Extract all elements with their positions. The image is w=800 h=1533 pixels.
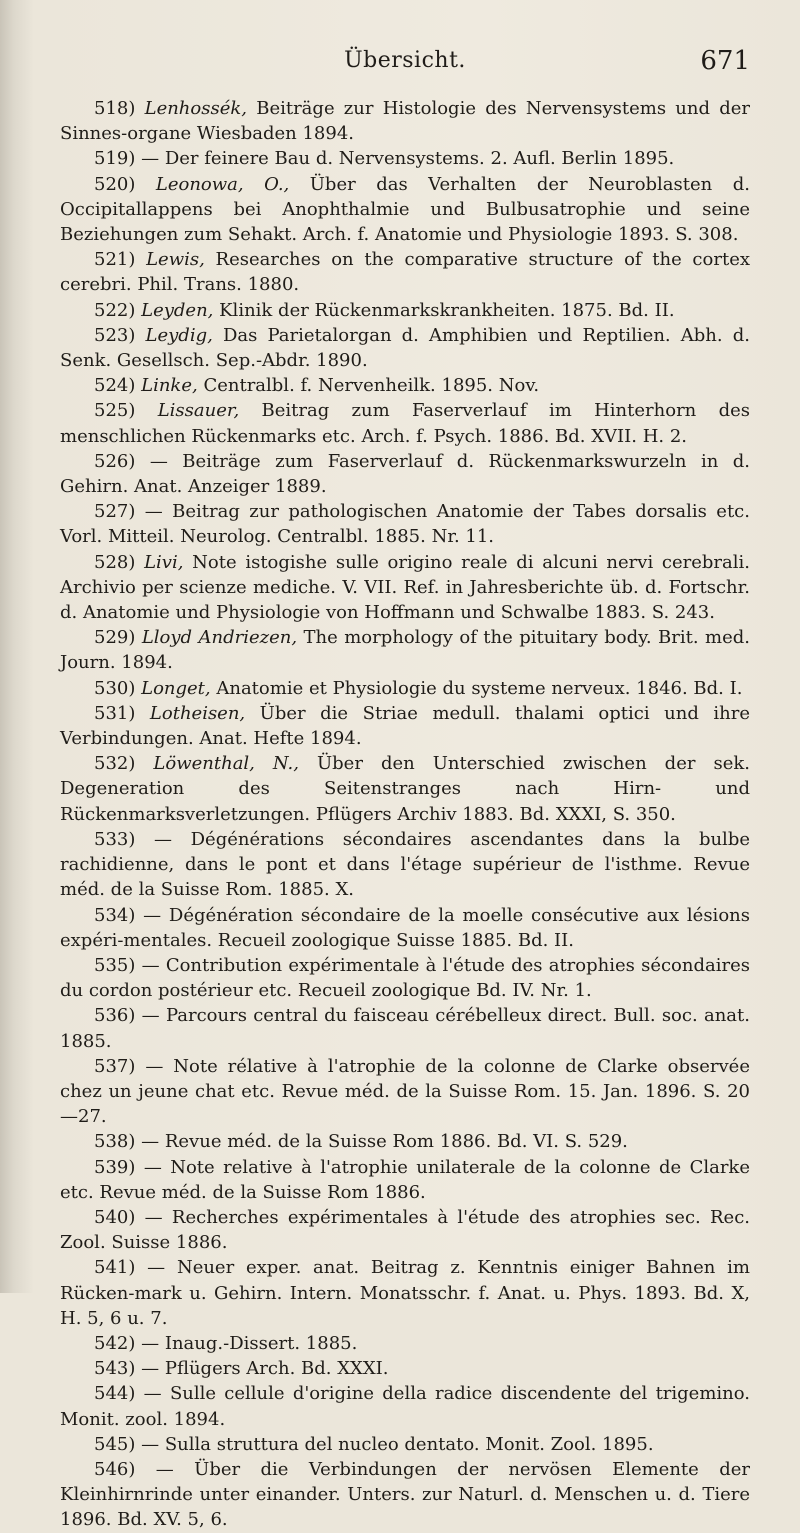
bibliography-entry (60, 827, 750, 903)
entry-number: 544) (94, 1383, 136, 1405)
entry-text: Über das Verhalten der Neuroblasten d. Occipitallappens bei Anophthalmie und Bulbusatrophie und seine Beziehungen zum Sehakt. Arch. f. Anatomie und Physiologie 1893. S. 308. (60, 173, 750, 246)
entry-author: Löwenthal, N., (153, 753, 299, 775)
bibliography-entry (60, 1129, 750, 1154)
entry-text: Über die Striae medull. thalami optici und ihre Verbindungen. Anat. Hefte 1894. (60, 702, 750, 750)
entry-number: 545) (94, 1433, 136, 1455)
bibliography-entry (60, 1205, 750, 1255)
entry-number: 532) (94, 753, 136, 775)
entry-number: 525) (94, 400, 136, 422)
bibliography-entry (60, 449, 750, 499)
bibliography-entry (60, 1381, 750, 1431)
bibliography-entry (60, 676, 750, 701)
entry-number: 523) (94, 324, 136, 346)
entry-number: 541) (94, 1257, 136, 1279)
entry-text: — Note rélative à l'atrophie de la colonne de Clarke observée chez un jeune chat etc. Revue méd. de la Suisse Rom. 15. Jan. 1896. S. 20—27. (60, 1055, 750, 1128)
bibliography-entry (60, 1457, 750, 1533)
bibliography-entry (60, 751, 750, 827)
entry-author: Lotheisen, (149, 702, 246, 724)
entry-number: 521) (94, 249, 136, 271)
entry-number: 524) (94, 375, 136, 397)
entry-number: 529) (94, 627, 136, 649)
entry-text: — Pflügers Arch. Bd. XXXI. (141, 1358, 389, 1380)
entry-number: 526) (94, 450, 136, 472)
entry-author: Lloyd Andriezen, (141, 627, 298, 649)
entry-number: 519) (94, 148, 136, 170)
entry-author: Leonowa, O., (155, 173, 290, 195)
entry-number: 537) (94, 1055, 136, 1077)
entry-author: Livi, (144, 551, 184, 573)
entry-number: 530) (94, 677, 136, 699)
entry-text: Klinik der Rückenmarkskrankheiten. 1875. Bd. II. (213, 299, 675, 321)
entry-number: 531) (94, 702, 136, 724)
entry-author: Leydig, (145, 324, 213, 346)
entry-text: — Parcours central du faisceau cérébelleux direct. Bull. soc. anat. 1885. (60, 1005, 750, 1052)
bibliography-entry (60, 1331, 750, 1356)
entry-text: Anatomie et Physiologie du systeme nerveux. 1846. Bd. I. (210, 677, 743, 699)
entry-text: — Der feinere Bau d. Nervensystems. 2. Aufl. Berlin 1895. (141, 148, 675, 170)
entry-text: — Dégénérations sécondaires ascendantes dans la bulbe rachidienne, dans le pont et dans l'étage supérieur de l'isthme. Revue méd. de la Suisse Rom. 1885. X. (60, 828, 750, 901)
entry-number: 535) (94, 954, 136, 976)
entry-author: Lissauer, (157, 400, 240, 422)
bibliography-entry (60, 172, 750, 248)
bibliography-entry (60, 625, 750, 675)
bibliography-entry (60, 701, 750, 751)
entry-number: 518) (94, 98, 136, 119)
entry-text: — Note relative à l'atrophie unilaterale de la colonne de Clarke etc. Revue méd. de la Suisse Rom 1886. (60, 1156, 750, 1203)
bibliography-entry (60, 96, 750, 146)
entry-number: 543) (94, 1358, 136, 1380)
entry-text: — Über die Verbindungen der nervösen Elemente der Kleinhirnrinde unter einander. Unters. zur Naturl. d. Menschen u. d. Tiere 1896. Bd. XV. 5, 6. (60, 1458, 750, 1531)
entry-author: Lewis, (146, 249, 205, 271)
bibliography-entry (60, 903, 750, 953)
entry-number: 534) (94, 904, 136, 926)
entry-text: — Inaug.-Dissert. 1885. (141, 1332, 358, 1354)
entry-number: 546) (94, 1458, 136, 1480)
entry-number: 533) (94, 828, 136, 850)
entry-author: Longet, (141, 677, 211, 699)
entry-number: 536) (94, 1005, 136, 1027)
entry-number: 539) (94, 1156, 136, 1178)
entry-text: The morphology of the pituitary body. Brit. med. Journ. 1894. (60, 627, 750, 674)
bibliography-entry (60, 373, 750, 398)
bibliography-entry (60, 1003, 750, 1053)
entry-number: 527) (94, 501, 136, 523)
page-header (60, 46, 750, 86)
entry-number: 538) (94, 1131, 136, 1153)
bibliography-entry (60, 1356, 750, 1381)
bibliography-entry (60, 1255, 750, 1331)
entry-author: Leyden, (141, 299, 214, 321)
entry-text: Researches on the comparative structure of the cortex cerebri. Phil. Trans. 1880. (60, 249, 750, 296)
bibliography-entry (60, 953, 750, 1003)
entry-author: Lenhossék, (144, 98, 247, 119)
entry-text: — Beitrag zur pathologischen Anatomie der Tabes dorsalis etc. Vorl. Mitteil. Neurolog. Centralbl. 1885. Nr. 11. (60, 501, 750, 548)
entry-text: — Dégénération sécondaire de la moelle consécutive aux lésions expéri-mentales. Recueil zoologique Suisse 1885. Bd. II. (60, 904, 750, 951)
entry-text: — Neuer exper. anat. Beitrag z. Kenntnis einiger Bahnen im Rücken-mark u. Gehirn. Intern. Monatsschr. f. Anat. u. Phys. 1893. Bd. X, H. 5, 6 u. 7. (60, 1257, 750, 1329)
bibliography-entry (60, 247, 750, 297)
bibliography-entry (60, 1432, 750, 1457)
bibliography-entry (60, 323, 750, 373)
entry-number: 542) (94, 1332, 136, 1354)
entry-text: Über den Unterschied zwischen der sek. Degeneration des Seitenstranges nach Hirn- und Rückenmarksverletzungen. Pflügers Archiv 1883. Bd. XXXI, S. 350. (60, 753, 750, 825)
entry-text: Das Parietalorgan d. Amphibien und Reptilien. Abh. d. Senk. Gesellsch. Sep.-Abdr. 1890. (60, 324, 750, 372)
bibliography-entry (60, 398, 750, 448)
entry-text: Beiträge zur Histologie des Nervensystems und der Sinnes-organe Wiesbaden 1894. (60, 98, 750, 145)
entry-text: Centralbl. f. Nervenheilk. 1895. Nov. (197, 375, 540, 397)
entry-text: Note istogishe sulle origino reale di alcuni nervi cerebrali. Archivio per scienze mediche. V. VII. Ref. in Jahresberichte üb. d. Fortschr. d. Anatomie und Physiologie von Hoffmann und Schwalbe 1883. S. 243. (60, 551, 750, 624)
bibliography-entry (60, 1155, 750, 1205)
entry-text: — Sulla struttura del nucleo dentato. Monit. Zool. 1895. (141, 1433, 654, 1455)
entry-text: — Contribution expérimentale à l'étude des atrophies sécondaires du cordon postérieur etc. Recueil zoologique Bd. IV. Nr. 1. (60, 954, 750, 1002)
bibliography-entry (60, 298, 750, 323)
entry-text: — Recherches expérimentales à l'étude des atrophies sec. Rec. Zool. Suisse 1886. (60, 1206, 750, 1254)
bibliography-entry (60, 499, 750, 549)
bibliography-entry (60, 550, 750, 626)
bibliography-entry (60, 1054, 750, 1130)
entry-number: 520) (94, 173, 136, 195)
entry-number: 522) (94, 299, 136, 321)
entry-author: Linke, (141, 375, 198, 397)
running-title: Übersicht. (344, 48, 466, 73)
entry-text: — Revue méd. de la Suisse Rom 1886. Bd. VI. S. 529. (141, 1131, 628, 1153)
entry-text: — Beiträge zum Faserverlauf d. Rückenmarkswurzeln in d. Gehirn. Anat. Anzeiger 1889. (60, 450, 750, 498)
entry-number: 528) (94, 551, 136, 573)
bibliography-entry (60, 146, 750, 171)
entry-number: 540) (94, 1206, 136, 1228)
bibliography-list (60, 96, 750, 1533)
page-number: 671 (700, 46, 750, 76)
entry-text: Beitrag zum Faserverlauf im Hinterhorn des menschlichen Rückenmarks etc. Arch. f. Psych. 1886. Bd. XVII. H. 2. (60, 400, 750, 447)
entry-text: — Sulle cellule d'origine della radice discendente del trigemino. Monit. zool. 1894. (60, 1383, 750, 1430)
